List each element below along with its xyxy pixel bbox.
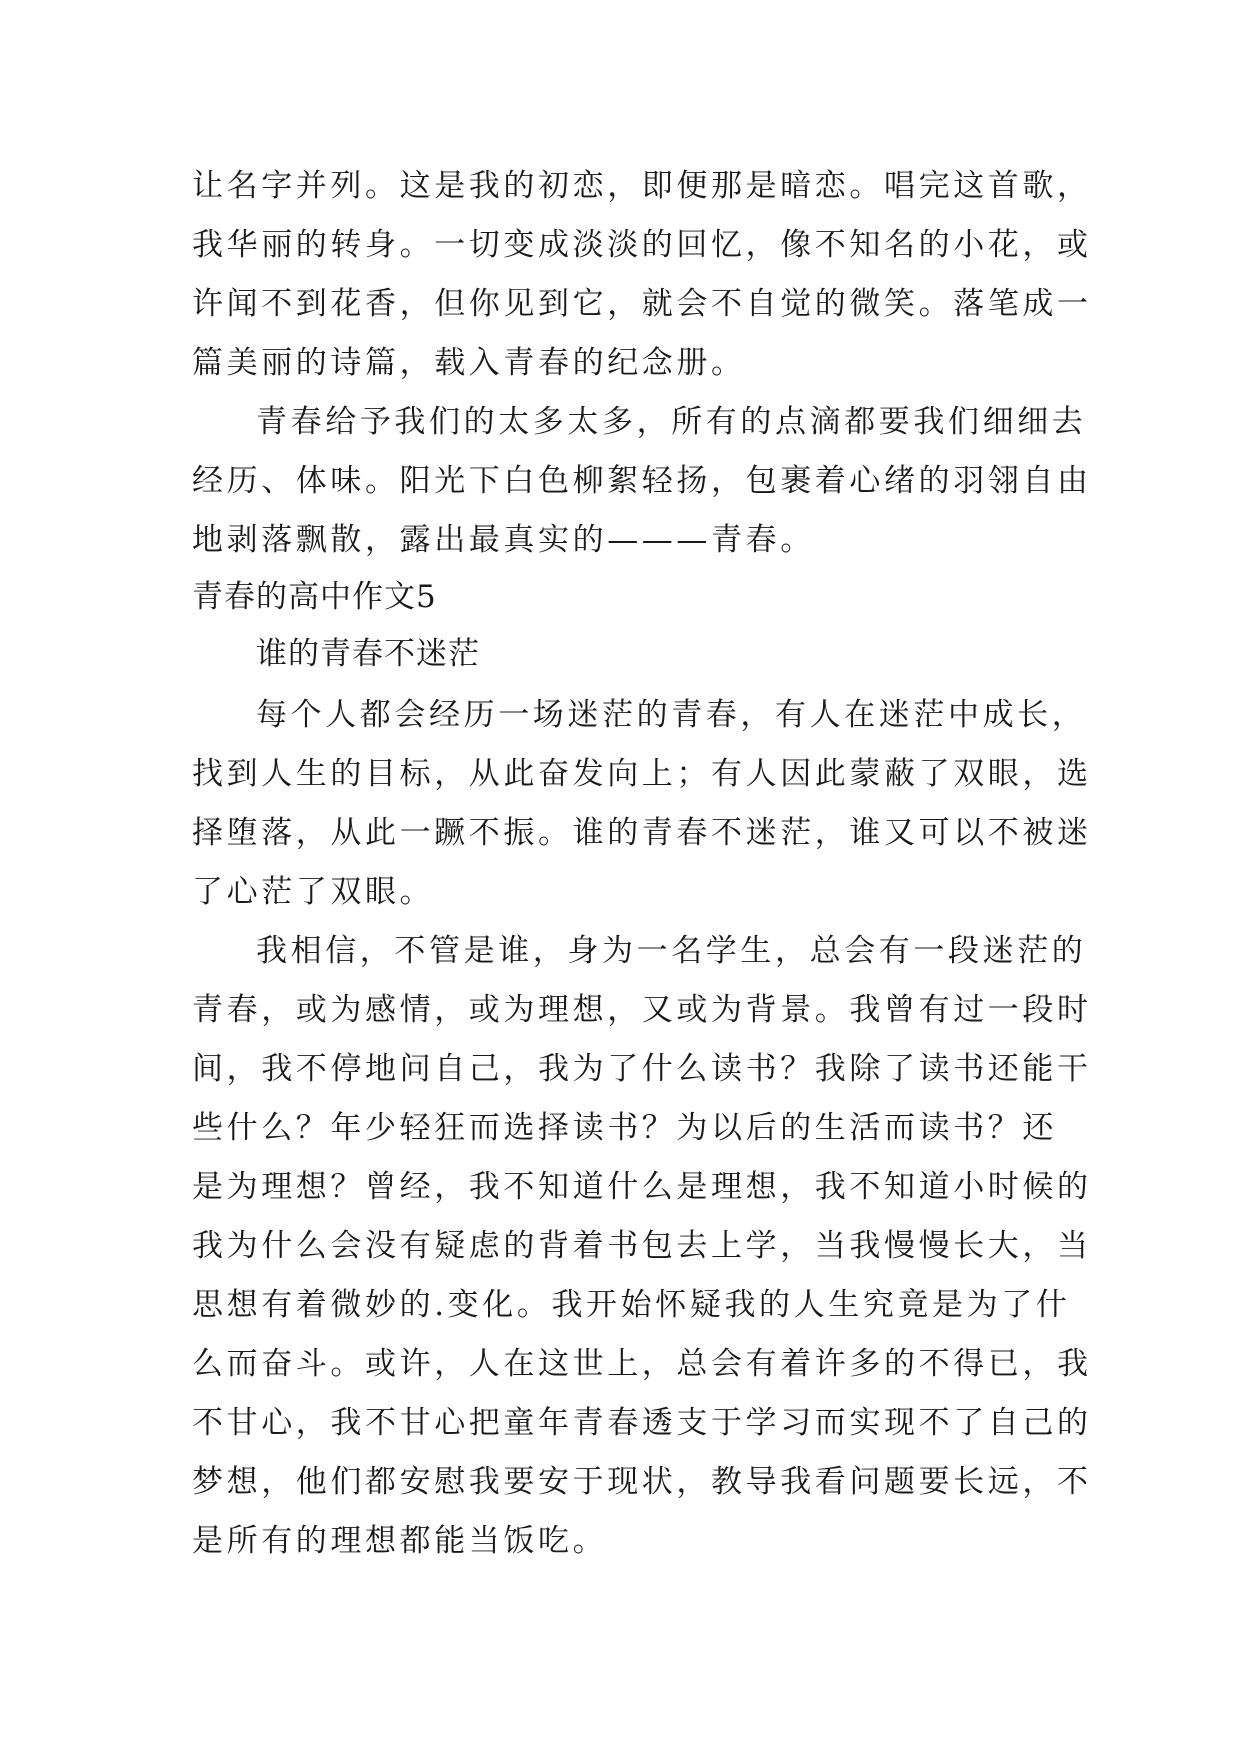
text-line: 青春，或为感情，或为理想，又或为背景。我曾有过一段时 — [192, 992, 1092, 1028]
text-line: 梦想，他们都安慰我要安于现状，教导我看问题要长远，不 — [192, 1464, 1092, 1500]
text-line: 我为什么会没有疑虑的背着书包去上学，当我慢慢长大，当 — [192, 1228, 1092, 1264]
text-line: 思想有着微妙的.变化。我开始怀疑我的人生究竟是为了什 — [192, 1287, 1071, 1323]
text-line: 每个人都会经历一场迷茫的青春，有人在迷茫中成长， — [256, 697, 1087, 733]
text-line: 地剥落飘散，露出最真实的———青春。 — [192, 522, 815, 558]
section-heading: 青春的高中作文5 — [192, 579, 437, 615]
text-line: 是为理想？曾经，我不知道什么是理想，我不知道小时候的 — [192, 1169, 1092, 1205]
text-line: 么而奋斗。或许，人在这世上，总会有着许多的不得已，我 — [192, 1346, 1092, 1382]
text-line: 我相信，不管是谁，身为一名学生，总会有一段迷茫的 — [256, 933, 1087, 969]
text-line: 间，我不停地问自己，我为了什么读书？我除了读书还能干 — [192, 1051, 1092, 1087]
text-line: 青春给予我们的太多太多，所有的点滴都要我们细细去 — [256, 404, 1087, 440]
text-line: 许闻不到花香，但你见到它，就会不自觉的微笑。落笔成一 — [192, 286, 1092, 322]
text-line: 是所有的理想都能当饭吃。 — [192, 1523, 608, 1559]
text-line: 篇美丽的诗篇，载入青春的纪念册。 — [192, 345, 746, 381]
text-line: 找到人生的目标，从此奋发向上；有人因此蒙蔽了双眼，选 — [192, 756, 1092, 792]
text-line: 择堕落，从此一蹶不振。谁的青春不迷茫，谁又可以不被迷 — [192, 815, 1092, 851]
text-line: 让名字并列。这是我的初恋，即便那是暗恋。唱完这首歌， — [192, 168, 1092, 204]
text-line: 了心茫了双眼。 — [192, 874, 435, 910]
text-line: 些什么？年少轻狂而选择读书？为以后的生活而读书？还 — [192, 1110, 1057, 1146]
text-line: 我华丽的转身。一切变成淡淡的回忆，像不知名的小花，或 — [192, 227, 1092, 263]
text-line: 经历、体味。阳光下白色柳絮轻扬，包裹着心绪的羽翎自由 — [192, 463, 1092, 499]
essay-title: 谁的青春不迷茫 — [256, 636, 480, 672]
text-line: 不甘心，我不甘心把童年青春透支于学习而实现不了自己的 — [192, 1405, 1092, 1441]
